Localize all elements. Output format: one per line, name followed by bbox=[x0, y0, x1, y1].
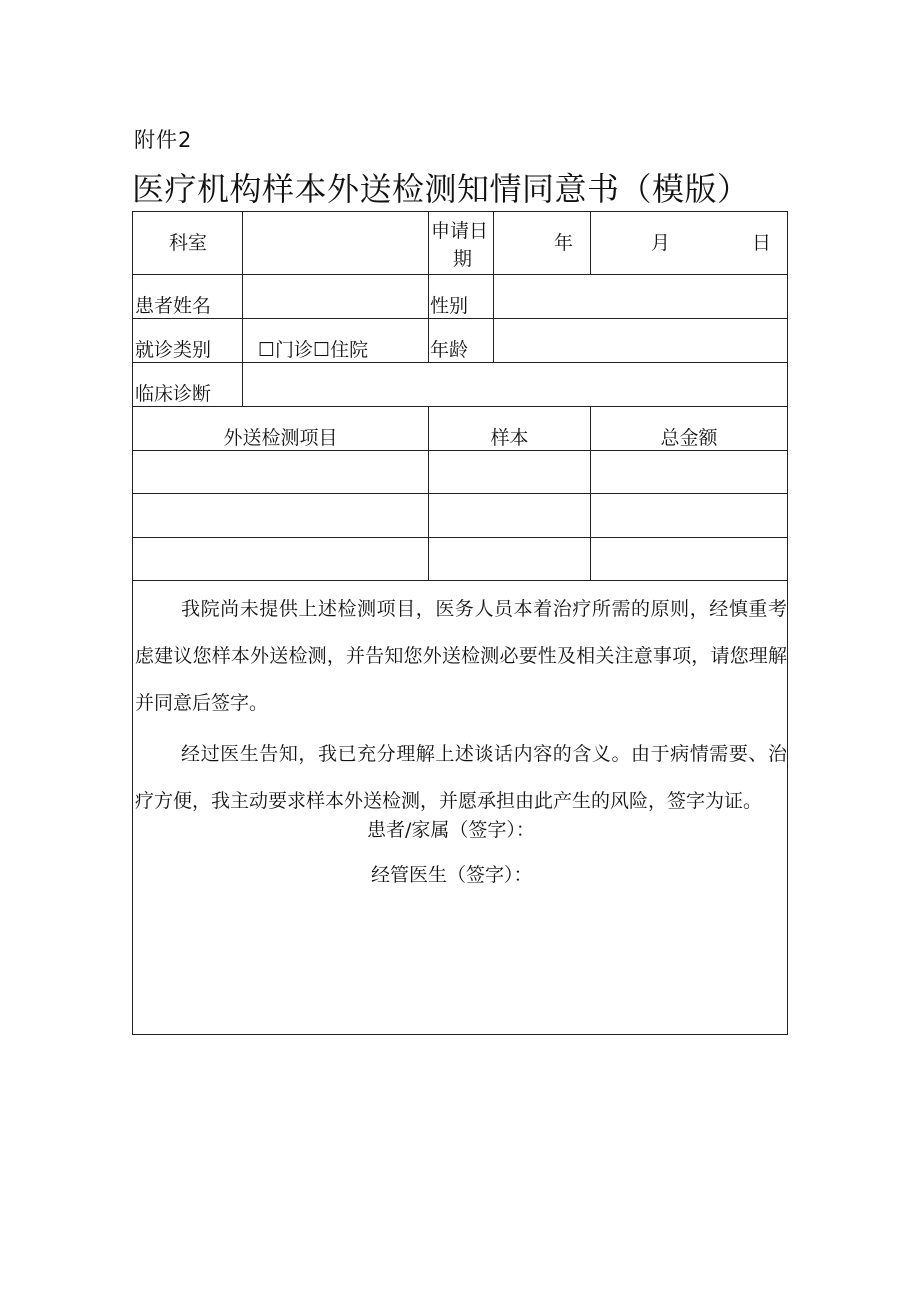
consent-text bbox=[135, 586, 787, 825]
visit-type-options bbox=[258, 341, 368, 360]
document-title: 医疗机构样本外送检测知情同意书（模版） bbox=[132, 170, 750, 208]
doctor-signature-label: 经管医生（签字）： bbox=[371, 864, 533, 886]
gender-label: 性别 bbox=[430, 295, 469, 317]
table-cell[interactable] bbox=[433, 506, 585, 525]
inpatient-option-label: 住院 bbox=[330, 339, 369, 361]
row-divider bbox=[133, 318, 787, 319]
day-label: 日 bbox=[752, 232, 772, 254]
attachment-label: 附件2 bbox=[134, 128, 193, 152]
column-divider bbox=[590, 212, 591, 274]
outpatient-option-label: 门诊 bbox=[275, 339, 314, 361]
column-divider bbox=[242, 212, 243, 406]
year-label: 年 bbox=[554, 232, 574, 254]
table-cell[interactable] bbox=[433, 462, 585, 481]
age-label: 年龄 bbox=[430, 339, 469, 361]
row-divider bbox=[133, 274, 787, 275]
patient-name-label: 患者姓名 bbox=[135, 295, 212, 317]
row-divider bbox=[133, 362, 787, 363]
column-divider bbox=[493, 212, 494, 362]
table-cell[interactable] bbox=[595, 550, 783, 569]
table-cell[interactable] bbox=[595, 462, 783, 481]
visit-type-label: 就诊类别 bbox=[135, 339, 212, 361]
row-divider bbox=[133, 580, 787, 581]
table-cell[interactable] bbox=[137, 506, 423, 525]
department-label: 科室 bbox=[169, 232, 208, 254]
consent-form bbox=[132, 211, 788, 1035]
diagnosis-label: 临床诊断 bbox=[135, 383, 212, 405]
column-divider bbox=[428, 212, 429, 362]
patient-signature-label: 患者/家属（签字）： bbox=[367, 819, 535, 841]
table-cell[interactable] bbox=[595, 506, 783, 525]
diagnosis-field[interactable] bbox=[245, 385, 783, 404]
inpatient-checkbox[interactable]: ☐ bbox=[313, 339, 331, 361]
department-field[interactable] bbox=[245, 234, 425, 253]
table-header-sample: 样本 bbox=[490, 427, 529, 449]
row-divider bbox=[133, 450, 787, 451]
outpatient-checkbox[interactable]: ☐ bbox=[258, 339, 276, 361]
row-divider bbox=[133, 493, 787, 494]
month-label: 月 bbox=[651, 232, 671, 254]
table-cell[interactable] bbox=[137, 550, 423, 569]
consent-paragraph-2: 经过医生告知，我已充分理解上述谈话内容的含义。由于病情需要、治疗方便，我主动要求样本外送检测，并愿承担由此产生的风险，签字为证。 bbox=[135, 743, 787, 812]
gender-field[interactable] bbox=[497, 297, 783, 316]
apply-date-label-cont: 期 bbox=[453, 248, 473, 270]
consent-paragraph-1: 我院尚未提供上述检测项目，医务人员本着治疗所需的原则，经慎重考虑建议您样本外送检测，并告知您外送检测必要性及相关注意事项，请您理解并同意后签字。 bbox=[135, 598, 787, 714]
row-divider bbox=[133, 537, 787, 538]
table-header-item: 外送检测项目 bbox=[223, 427, 338, 449]
row-divider bbox=[133, 406, 787, 407]
table-cell[interactable] bbox=[137, 462, 423, 481]
patient-name-field[interactable] bbox=[245, 297, 425, 316]
age-field[interactable] bbox=[497, 341, 783, 360]
table-cell[interactable] bbox=[433, 550, 585, 569]
apply-date-label: 申请日 bbox=[431, 220, 489, 242]
table-header-amount: 总金额 bbox=[660, 427, 718, 449]
